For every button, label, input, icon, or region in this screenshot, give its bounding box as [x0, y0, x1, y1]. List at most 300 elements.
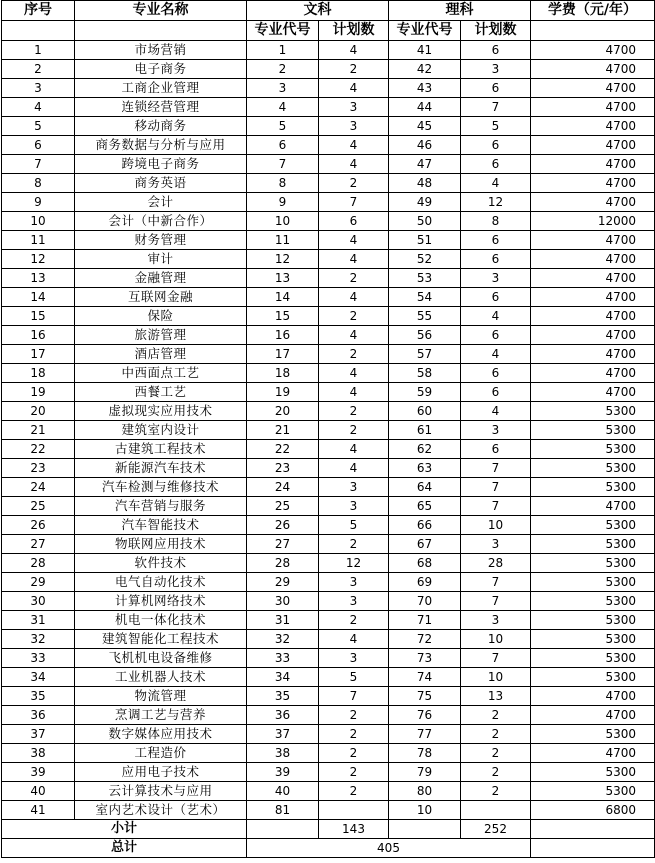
- table-row: [2, 98, 655, 117]
- row-major-name: 工程造价: [75, 744, 247, 763]
- row-major-name: 机电一体化技术: [75, 611, 247, 630]
- row-liberal-plan: 6: [319, 212, 389, 231]
- row-liberal-code: 22: [247, 440, 319, 459]
- row-science-plan: 8: [461, 212, 531, 231]
- row-tuition: 4700: [531, 155, 655, 174]
- row-liberal-plan: 7: [319, 687, 389, 706]
- row-tuition: 4700: [531, 193, 655, 212]
- row-liberal-code: 13: [247, 269, 319, 288]
- row-liberal-plan: 3: [319, 117, 389, 136]
- table-row: [2, 364, 655, 383]
- row-science-plan: 6: [461, 288, 531, 307]
- row-science-plan: 10: [461, 516, 531, 535]
- row-liberal-code: 1: [247, 41, 319, 60]
- row-major-name: 财务管理: [75, 231, 247, 250]
- row-science-plan: 6: [461, 231, 531, 250]
- row-science-code: 41: [389, 41, 461, 60]
- row-science-plan: 6: [461, 79, 531, 98]
- row-major-name: 中西面点工艺: [75, 364, 247, 383]
- row-major-name: 工业机器人技术: [75, 668, 247, 687]
- row-seq: 21: [2, 421, 75, 440]
- table-row: [2, 516, 655, 535]
- row-science-code: 76: [389, 706, 461, 725]
- row-science-code: 44: [389, 98, 461, 117]
- row-tuition: 5300: [531, 763, 655, 782]
- total-value: 405: [247, 839, 531, 858]
- row-liberal-plan: 4: [319, 288, 389, 307]
- row-tuition: 4700: [531, 41, 655, 60]
- header-liberal-code: 专业代号: [247, 21, 319, 41]
- row-tuition: 4700: [531, 136, 655, 155]
- table-row: [2, 117, 655, 136]
- row-liberal-plan: 4: [319, 136, 389, 155]
- row-liberal-code: 23: [247, 459, 319, 478]
- row-seq: 30: [2, 592, 75, 611]
- row-liberal-code: 26: [247, 516, 319, 535]
- row-liberal-plan: 3: [319, 497, 389, 516]
- row-seq: 4: [2, 98, 75, 117]
- row-science-plan: [461, 801, 531, 820]
- row-liberal-code: 10: [247, 212, 319, 231]
- table-row: [2, 459, 655, 478]
- row-science-plan: 6: [461, 383, 531, 402]
- row-major-name: 新能源汽车技术: [75, 459, 247, 478]
- row-major-name: 连锁经营管理: [75, 98, 247, 117]
- row-liberal-code: 31: [247, 611, 319, 630]
- row-major-name: 室内艺术设计（艺术）: [75, 801, 247, 820]
- row-liberal-code: 33: [247, 649, 319, 668]
- row-tuition: 4700: [531, 98, 655, 117]
- row-major-name: 飞机机电设备维修: [75, 649, 247, 668]
- row-science-plan: 3: [461, 611, 531, 630]
- row-tuition: 4700: [531, 117, 655, 136]
- row-science-code: 73: [389, 649, 461, 668]
- table-row: [2, 193, 655, 212]
- row-liberal-code: 19: [247, 383, 319, 402]
- row-liberal-plan: 2: [319, 706, 389, 725]
- row-liberal-code: 12: [247, 250, 319, 269]
- row-science-plan: 6: [461, 326, 531, 345]
- row-seq: 34: [2, 668, 75, 687]
- row-liberal-plan: 2: [319, 307, 389, 326]
- row-science-plan: 3: [461, 421, 531, 440]
- row-liberal-plan: 4: [319, 326, 389, 345]
- row-science-code: 70: [389, 592, 461, 611]
- row-seq: 40: [2, 782, 75, 801]
- row-science-code: 52: [389, 250, 461, 269]
- row-tuition: 5300: [531, 440, 655, 459]
- row-liberal-plan: 5: [319, 668, 389, 687]
- header-sub-empty: [75, 21, 247, 41]
- row-seq: 25: [2, 497, 75, 516]
- row-seq: 11: [2, 231, 75, 250]
- row-liberal-code: 40: [247, 782, 319, 801]
- row-liberal-plan: 2: [319, 763, 389, 782]
- row-tuition: 4700: [531, 706, 655, 725]
- row-liberal-code: 29: [247, 573, 319, 592]
- row-tuition: 5300: [531, 630, 655, 649]
- row-major-name: 汽车智能技术: [75, 516, 247, 535]
- row-seq: 15: [2, 307, 75, 326]
- header-science-plan: 计划数: [461, 21, 531, 41]
- row-liberal-plan: 2: [319, 725, 389, 744]
- header-tuition: 学费（元/年）: [531, 1, 655, 21]
- header-sub-empty: [2, 21, 75, 41]
- header-science-code: 专业代号: [389, 21, 461, 41]
- subtotal-empty: [389, 820, 461, 839]
- row-liberal-plan: 2: [319, 269, 389, 288]
- row-tuition: 4700: [531, 345, 655, 364]
- row-seq: 12: [2, 250, 75, 269]
- row-science-code: 75: [389, 687, 461, 706]
- row-science-code: 47: [389, 155, 461, 174]
- row-science-code: 57: [389, 345, 461, 364]
- row-seq: 28: [2, 554, 75, 573]
- table-row: [2, 79, 655, 98]
- table-row: [2, 592, 655, 611]
- row-science-plan: 5: [461, 117, 531, 136]
- row-science-code: 64: [389, 478, 461, 497]
- row-major-name: 应用电子技术: [75, 763, 247, 782]
- row-major-name: 建筑智能化工程技术: [75, 630, 247, 649]
- row-science-code: 45: [389, 117, 461, 136]
- row-tuition: 4700: [531, 687, 655, 706]
- row-science-plan: 4: [461, 402, 531, 421]
- row-seq: 19: [2, 383, 75, 402]
- row-science-plan: 7: [461, 478, 531, 497]
- row-major-name: 电气自动化技术: [75, 573, 247, 592]
- row-tuition: 5300: [531, 725, 655, 744]
- row-major-name: 会计（中新合作）: [75, 212, 247, 231]
- header-sub-empty: [531, 21, 655, 41]
- row-liberal-plan: 4: [319, 79, 389, 98]
- row-tuition: 5300: [531, 459, 655, 478]
- header-seq: 序号: [2, 1, 75, 21]
- row-liberal-code: 4: [247, 98, 319, 117]
- header-major-name: 专业名称: [75, 1, 247, 21]
- row-science-plan: 7: [461, 459, 531, 478]
- table-row: [2, 668, 655, 687]
- row-major-name: 物流管理: [75, 687, 247, 706]
- row-science-plan: 6: [461, 440, 531, 459]
- row-liberal-code: 3: [247, 79, 319, 98]
- row-seq: 14: [2, 288, 75, 307]
- row-liberal-plan: 2: [319, 782, 389, 801]
- row-major-name: 酒店管理: [75, 345, 247, 364]
- row-tuition: 4700: [531, 60, 655, 79]
- row-science-code: 42: [389, 60, 461, 79]
- row-liberal-code: 14: [247, 288, 319, 307]
- row-liberal-plan: 4: [319, 41, 389, 60]
- row-science-plan: 2: [461, 725, 531, 744]
- table-row: [2, 212, 655, 231]
- row-science-code: 56: [389, 326, 461, 345]
- row-science-plan: 7: [461, 592, 531, 611]
- row-liberal-code: 18: [247, 364, 319, 383]
- table-row: [2, 307, 655, 326]
- row-liberal-plan: 3: [319, 478, 389, 497]
- row-major-name: 西餐工艺: [75, 383, 247, 402]
- row-major-name: 云计算技术与应用: [75, 782, 247, 801]
- row-science-code: 58: [389, 364, 461, 383]
- row-seq: 23: [2, 459, 75, 478]
- row-liberal-code: 25: [247, 497, 319, 516]
- row-science-plan: 2: [461, 706, 531, 725]
- row-seq: 1: [2, 41, 75, 60]
- subtotal-empty: [247, 820, 319, 839]
- row-science-plan: 10: [461, 668, 531, 687]
- row-liberal-plan: 4: [319, 459, 389, 478]
- row-seq: 36: [2, 706, 75, 725]
- row-science-code: 60: [389, 402, 461, 421]
- table-row: [2, 136, 655, 155]
- row-liberal-code: 15: [247, 307, 319, 326]
- row-major-name: 市场营销: [75, 41, 247, 60]
- row-science-plan: 7: [461, 649, 531, 668]
- row-liberal-plan: 4: [319, 383, 389, 402]
- row-liberal-plan: 4: [319, 364, 389, 383]
- row-tuition: 5300: [531, 516, 655, 535]
- header-science: 理科: [389, 1, 531, 21]
- row-science-plan: 28: [461, 554, 531, 573]
- row-tuition: 4700: [531, 497, 655, 516]
- row-tuition: 5300: [531, 573, 655, 592]
- table-row: [2, 345, 655, 364]
- row-seq: 22: [2, 440, 75, 459]
- row-liberal-plan: 3: [319, 592, 389, 611]
- row-liberal-plan: 3: [319, 573, 389, 592]
- row-seq: 20: [2, 402, 75, 421]
- row-major-name: 烹调工艺与营养: [75, 706, 247, 725]
- row-major-name: 旅游管理: [75, 326, 247, 345]
- row-science-code: 62: [389, 440, 461, 459]
- row-tuition: 12000: [531, 212, 655, 231]
- row-liberal-code: 81: [247, 801, 319, 820]
- table-row: [2, 478, 655, 497]
- table-row: [2, 288, 655, 307]
- subtotal-science-plan: 252: [461, 820, 531, 839]
- row-major-name: 商务英语: [75, 174, 247, 193]
- table-row: [2, 60, 655, 79]
- row-major-name: 数字媒体应用技术: [75, 725, 247, 744]
- row-liberal-plan: 3: [319, 649, 389, 668]
- row-seq: 32: [2, 630, 75, 649]
- row-science-code: 53: [389, 269, 461, 288]
- row-liberal-plan: 3: [319, 98, 389, 117]
- row-liberal-code: 21: [247, 421, 319, 440]
- row-science-code: 77: [389, 725, 461, 744]
- row-liberal-plan: 2: [319, 345, 389, 364]
- row-seq: 27: [2, 535, 75, 554]
- row-liberal-code: 11: [247, 231, 319, 250]
- row-science-plan: 6: [461, 136, 531, 155]
- row-science-code: 51: [389, 231, 461, 250]
- header-liberal-arts: 文科: [247, 1, 389, 21]
- row-science-code: 66: [389, 516, 461, 535]
- row-seq: 29: [2, 573, 75, 592]
- row-tuition: 5300: [531, 478, 655, 497]
- row-major-name: 建筑室内设计: [75, 421, 247, 440]
- row-science-plan: 7: [461, 573, 531, 592]
- row-science-code: 61: [389, 421, 461, 440]
- row-seq: 10: [2, 212, 75, 231]
- row-seq: 3: [2, 79, 75, 98]
- row-seq: 33: [2, 649, 75, 668]
- row-science-plan: 2: [461, 782, 531, 801]
- row-major-name: 汽车营销与服务: [75, 497, 247, 516]
- row-science-plan: 2: [461, 763, 531, 782]
- row-science-plan: 7: [461, 497, 531, 516]
- row-tuition: 5300: [531, 611, 655, 630]
- row-science-code: 71: [389, 611, 461, 630]
- row-liberal-code: 32: [247, 630, 319, 649]
- row-major-name: 古建筑工程技术: [75, 440, 247, 459]
- row-tuition: 4700: [531, 307, 655, 326]
- subtotal-row: [2, 820, 655, 839]
- subtotal-liberal-plan: 143: [319, 820, 389, 839]
- row-science-plan: 3: [461, 60, 531, 79]
- row-science-code: 67: [389, 535, 461, 554]
- row-science-code: 55: [389, 307, 461, 326]
- row-major-name: 互联网金融: [75, 288, 247, 307]
- row-liberal-code: 20: [247, 402, 319, 421]
- row-tuition: 6800: [531, 801, 655, 820]
- row-seq: 18: [2, 364, 75, 383]
- row-major-name: 虚拟现实应用技术: [75, 402, 247, 421]
- row-science-code: 78: [389, 744, 461, 763]
- table-row: [2, 649, 655, 668]
- row-science-code: 72: [389, 630, 461, 649]
- row-science-plan: 13: [461, 687, 531, 706]
- table-row: [2, 554, 655, 573]
- row-tuition: 4700: [531, 288, 655, 307]
- row-liberal-code: 9: [247, 193, 319, 212]
- row-liberal-code: 27: [247, 535, 319, 554]
- row-major-name: 跨境电子商务: [75, 155, 247, 174]
- row-seq: 9: [2, 193, 75, 212]
- row-liberal-code: 24: [247, 478, 319, 497]
- row-major-name: 金融管理: [75, 269, 247, 288]
- row-major-name: 工商企业管理: [75, 79, 247, 98]
- table-row: [2, 155, 655, 174]
- row-liberal-code: 2: [247, 60, 319, 79]
- row-major-name: 电子商务: [75, 60, 247, 79]
- row-tuition: 5300: [531, 554, 655, 573]
- row-major-name: 会计: [75, 193, 247, 212]
- row-science-plan: 6: [461, 41, 531, 60]
- row-seq: 31: [2, 611, 75, 630]
- row-tuition: 4700: [531, 174, 655, 193]
- row-seq: 17: [2, 345, 75, 364]
- table-row: [2, 782, 655, 801]
- row-tuition: 4700: [531, 744, 655, 763]
- row-seq: 26: [2, 516, 75, 535]
- row-liberal-plan: 4: [319, 250, 389, 269]
- enrollment-plan-table: [1, 0, 655, 858]
- row-liberal-code: 6: [247, 136, 319, 155]
- row-science-plan: 10: [461, 630, 531, 649]
- row-major-name: 计算机网络技术: [75, 592, 247, 611]
- table-row: [2, 497, 655, 516]
- row-tuition: 5300: [531, 535, 655, 554]
- row-tuition: 5300: [531, 402, 655, 421]
- row-liberal-plan: 2: [319, 611, 389, 630]
- table-row: [2, 383, 655, 402]
- row-major-name: 保险: [75, 307, 247, 326]
- row-liberal-plan: 5: [319, 516, 389, 535]
- row-major-name: 汽车检测与维修技术: [75, 478, 247, 497]
- row-science-code: 43: [389, 79, 461, 98]
- row-seq: 7: [2, 155, 75, 174]
- total-label: 总计: [2, 839, 247, 858]
- row-seq: 8: [2, 174, 75, 193]
- row-science-plan: 6: [461, 250, 531, 269]
- row-seq: 5: [2, 117, 75, 136]
- row-liberal-code: 8: [247, 174, 319, 193]
- row-liberal-code: 5: [247, 117, 319, 136]
- row-major-name: 物联网应用技术: [75, 535, 247, 554]
- row-seq: 6: [2, 136, 75, 155]
- row-liberal-plan: 2: [319, 535, 389, 554]
- row-tuition: 5300: [531, 782, 655, 801]
- row-seq: 41: [2, 801, 75, 820]
- row-tuition: 4700: [531, 269, 655, 288]
- row-liberal-code: 39: [247, 763, 319, 782]
- row-liberal-code: 38: [247, 744, 319, 763]
- row-tuition: 4700: [531, 231, 655, 250]
- table-row: [2, 174, 655, 193]
- row-seq: 37: [2, 725, 75, 744]
- row-liberal-code: 37: [247, 725, 319, 744]
- row-tuition: 5300: [531, 649, 655, 668]
- row-tuition: 4700: [531, 383, 655, 402]
- row-science-code: 49: [389, 193, 461, 212]
- row-science-plan: 6: [461, 364, 531, 383]
- row-science-plan: 4: [461, 307, 531, 326]
- table-row: [2, 801, 655, 820]
- header-row-main: [2, 1, 655, 21]
- row-liberal-code: 17: [247, 345, 319, 364]
- header-liberal-plan: 计划数: [319, 21, 389, 41]
- row-science-code: 54: [389, 288, 461, 307]
- row-tuition: 4700: [531, 326, 655, 345]
- row-major-name: 移动商务: [75, 117, 247, 136]
- row-science-plan: 3: [461, 535, 531, 554]
- row-liberal-plan: 2: [319, 60, 389, 79]
- row-seq: 16: [2, 326, 75, 345]
- row-liberal-code: 16: [247, 326, 319, 345]
- row-science-code: 59: [389, 383, 461, 402]
- table-row: [2, 706, 655, 725]
- row-liberal-plan: 2: [319, 744, 389, 763]
- table-row: [2, 687, 655, 706]
- row-science-code: 79: [389, 763, 461, 782]
- row-science-code: 10: [389, 801, 461, 820]
- row-liberal-plan: 4: [319, 231, 389, 250]
- row-science-plan: 7: [461, 98, 531, 117]
- total-empty: [531, 839, 655, 858]
- table-row: [2, 744, 655, 763]
- row-tuition: 5300: [531, 421, 655, 440]
- row-liberal-code: 28: [247, 554, 319, 573]
- subtotal-empty: [531, 820, 655, 839]
- row-liberal-plan: 2: [319, 402, 389, 421]
- row-liberal-plan: 2: [319, 174, 389, 193]
- row-liberal-code: 7: [247, 155, 319, 174]
- row-seq: 2: [2, 60, 75, 79]
- row-science-code: 46: [389, 136, 461, 155]
- table-row: [2, 41, 655, 60]
